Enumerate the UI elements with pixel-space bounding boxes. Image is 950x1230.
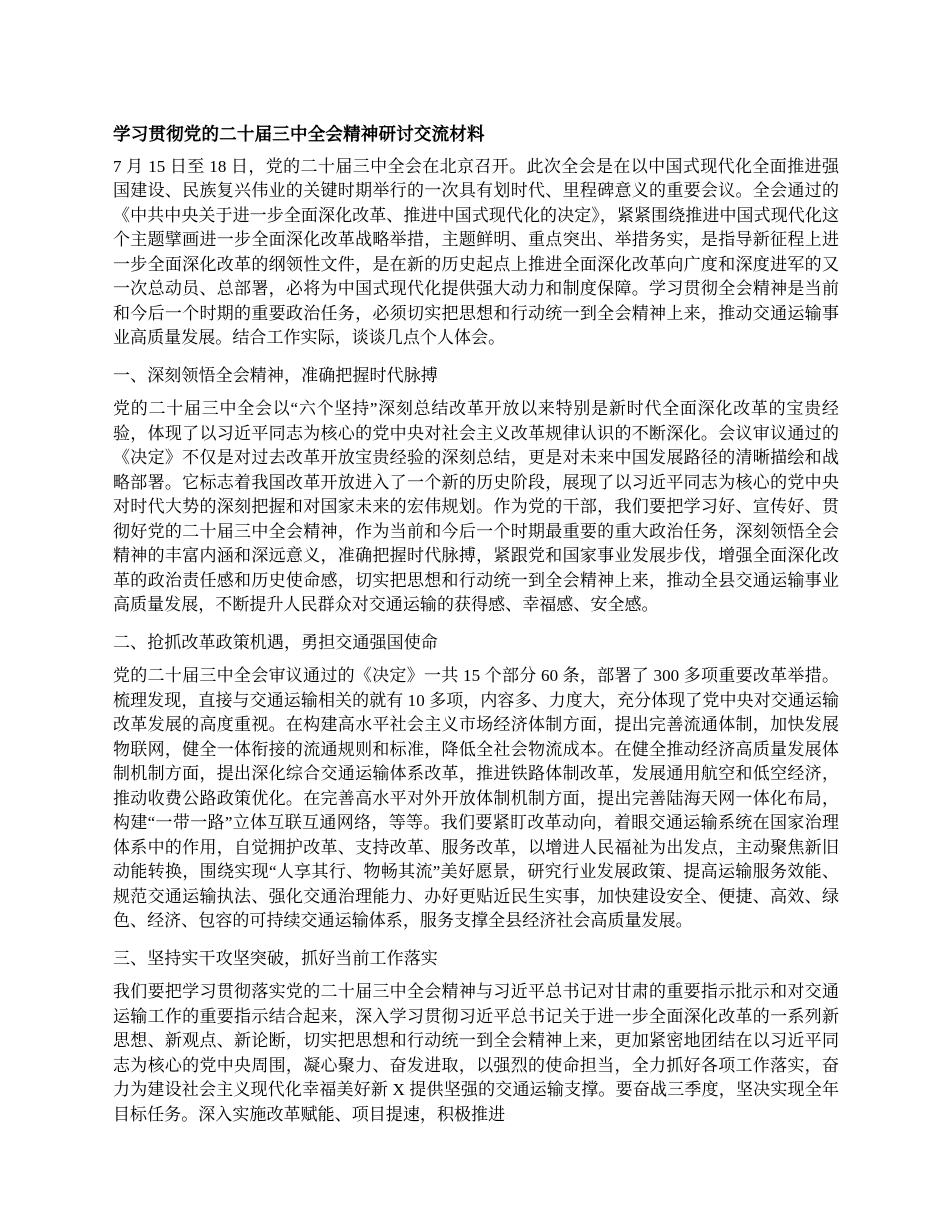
page-title: 学习贯彻党的二十届三中全会精神研讨交流材料 — [113, 124, 485, 144]
section-heading-3: 三、坚持实干攻坚突破，抓好当前工作落实 — [113, 948, 438, 968]
intro-paragraph: 7 月 15 日至 18 日，党的二十届三中全会在北京召开。此次全会是在以中国式现代化全面推进强国建设、民族复兴伟业的关键时期举行的一次具有划时代、里程碑意义的重要会议。全会通过的《中共中央关于进一步全面深化改革、推进中国式现代化的决定》，紧紧围绕推进中国式现代化这个主题擘画进一步全面深化改革战略举措，主题鲜明、重点突出、举措务实，是指导新征程上进一步全面深化改革的纲领性文件，是在新的历史起点上推进全面深化改革向广度和深度进军的又一次总动员、总部署，必将为中国式现代化提供强大动力和制度保障。学习贯彻全会精神是当前和今后一个时期的重要政治任务，必须切实把思想和行动统一到全会精神上来，推动交通运输事业高质量发展。结合工作实际，谈谈几点个人体会。 — [113, 156, 839, 347]
section-heading-2: 二、抢抓改革政策机遇，勇担交通强国使命 — [113, 632, 438, 652]
section-heading-1: 一、深刻领悟全会精神，准确把握时代脉搏 — [113, 365, 438, 385]
document-blocks — [113, 155, 839, 1128]
section-3-paragraph: 我们要把学习贯彻落实党的二十届三中全会精神与习近平总书记对甘肃的重要指示批示和对交通运输工作的重要指示结合起来，深入学习贯彻习近平总书记关于进一步全面深化改革的一系列新思想、新观点、新论断，切实把思想和行动统一到全会精神上来，更加紧密地团结在以习近平同志为核心的党中央周围，凝心聚力、奋发进取，以强烈的使命担当，全力抓好各项工作落实，奋力为建设社会主义现代化幸福美好新 X 提供坚强的交通运输支撑。要奋战三季度，坚决实现全年目标任务。深入实施改革赋能、项目提速，积极推进 — [113, 982, 839, 1124]
document-body — [113, 122, 839, 1127]
section-2-paragraph: 党的二十届三中全会审议通过的《决定》一共 15 个部分 60 条，部署了 300 多项重要改革举措。梳理发现，直接与交通运输相关的就有 10 多项，内容多、力度大，充分体现了党中央对交通运输改革发展的高度重视。在构建高水平社会主义市场经济体制方面，提出完善流通体制，加快发展物联网，健全一体衔接的流通规则和标准，降低全社会物流成本。在健全推动经济高质量发展体制机制方面，提出深化综合交通运输体系改革，推进铁路体制改革，发展通用航空和低空经济，推动收费公路政策优化。在完善高水平对外开放体制机制方面，提出完善陆海天网一体化布局，构建“一带一路”立体互联互通网络，等等。我们要紧盯改革动向，着眼交通运输系统在国家治理体系中的作用，自觉拥护改革、支持改革、服务改革，以增进人民福祉为出发点，主动聚焦新旧动能转换，围绕实现“人享其行、物畅其流”美好愿景，研究行业发展政策、提高运输服务效能、规范交通运输执法、强化交通治理能力、办好更贴近民生实事，加快建设安全、便捷、高效、绿色、经济、包容的可持续交通运输体系，服务支撑全县经济社会高质量发展。 — [113, 666, 839, 930]
section-1-paragraph: 党的二十届三中全会以“六个坚持”深刻总结改革开放以来特别是新时代全面深化改革的宝贵经验，体现了以习近平同志为核心的党中央对社会主义改革规律认识的不断深化。会议审议通过的《决定》不仅是对过去改革开放宝贵经验的深刻总结，更是对未来中国发展路径的清晰描绘和战略部署。它标志着我国改革开放进入了一个新的历史阶段，展现了以习近平同志为核心的党中央对时代大势的深刻把握和对国家未来的宏伟规划。作为党的干部，我们要把学习好、宣传好、贯彻好党的二十届三中全会精神，作为当前和今后一个时期最重要的重大政治任务，深刻领悟全会精神的丰富内涵和深远意义，准确把握时代脉搏，紧跟党和国家事业发展步伐，增强全面深化改革的政治责任感和历史使命感，切实把思想和行动统一到全会精神上来，推动全县交通运输事业高质量发展，不断提升人民群众对交通运输的获得感、幸福感、安全感。 — [113, 399, 839, 614]
